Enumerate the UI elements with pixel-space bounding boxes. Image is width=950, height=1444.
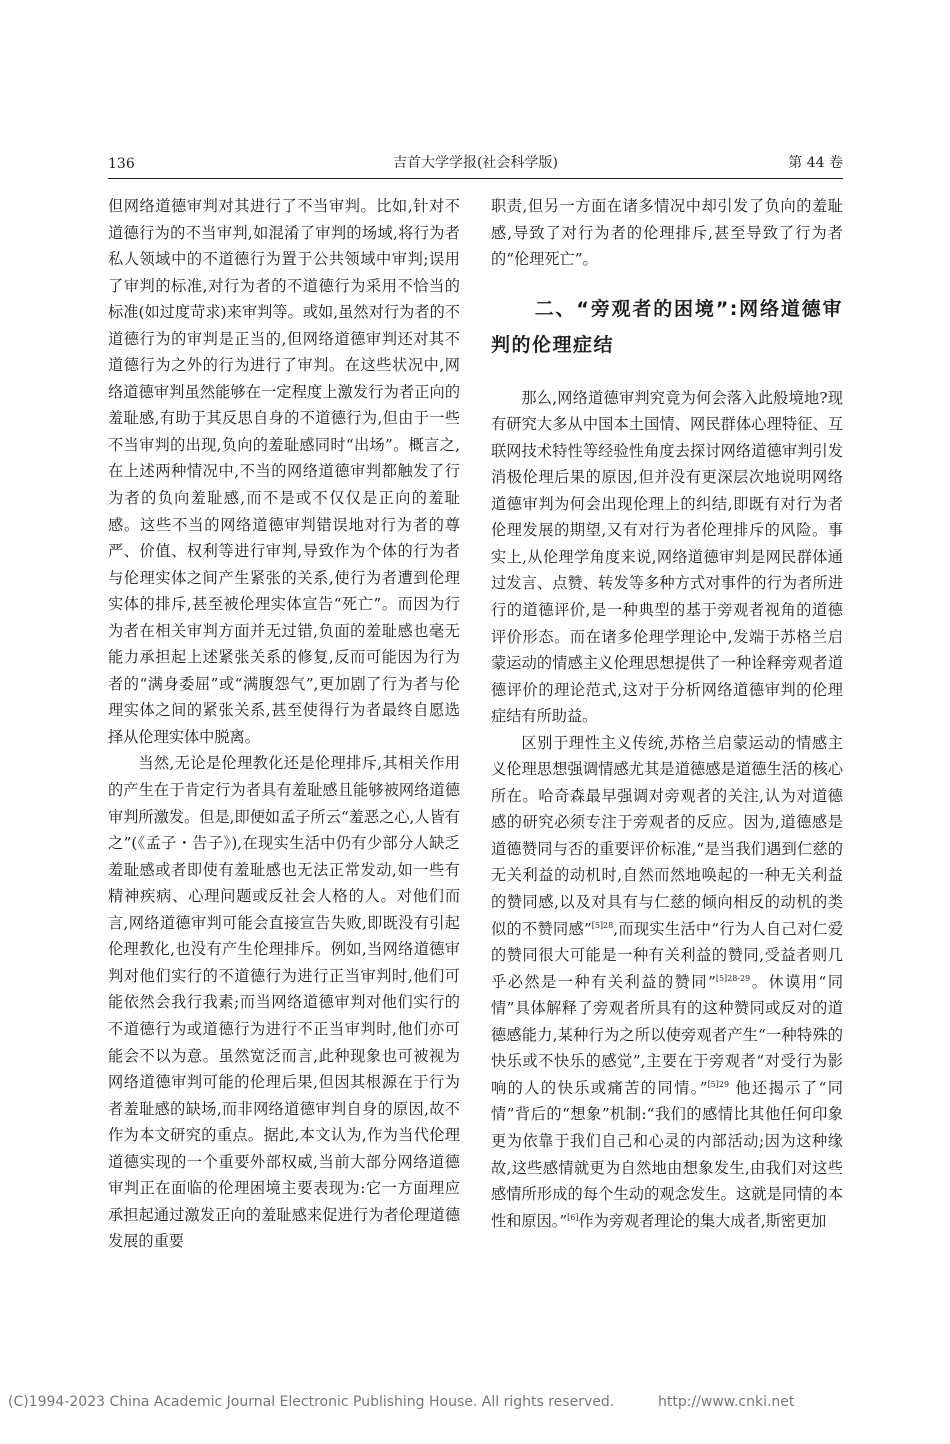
text-run: 。休谟用“同情”具体解释了旁观者所具有的这种赞同或反对的道德感能力,某种行为之所以使旁观者产生“一种特殊的快乐或不快乐的感觉”,主要在于旁观者“对受行为影响的人的快乐或痛苦的同情。” bbox=[491, 972, 844, 1097]
citation: [6] bbox=[567, 1212, 579, 1222]
footer-url: http://www.cnki.net bbox=[658, 1394, 795, 1410]
journal-title: 吉首大学学报(社会科学版) bbox=[393, 155, 558, 171]
citation: [5]28 bbox=[591, 920, 614, 930]
text-run: ,而现实生活中“行为人自己对仁爱的赞同很大可能是一种有关利益的赞同,受益者则几乎必然是一种有关利益的赞同” bbox=[491, 919, 844, 991]
copyright-notice: (C)1994-2023 China Academic Journal Electronic Publishing House. All rights reserved. bbox=[8, 1394, 615, 1410]
text-run: 区别于理性主义传统,苏格兰启蒙运动的情感主义伦理思想强调情感尤其是道德感是道德生活的核心所在。哈奇森最早强调对旁观者的关注,认为对道德感的研究必须专注于旁观者的反应。因为,道德感是道德赞同与否的重要评价标准,“是当我们遇到仁慈的无关利益的动机时,自然而然地唤起的一种无关利益的赞同感,以及对具有与仁慈的倾向相反的动机的类似的不赞同感” bbox=[491, 733, 843, 938]
paragraph: 当然,无论是伦理教化还是伦理排斥,其相关作用的产生在于肯定行为者具有羞耻感且能够被网络道德审判所激发。但是,即便如孟子所云“羞恶之心,人皆有之”(《孟子・告子》),在现实生活中仍有少部分人缺乏羞耻感或者即使有羞耻感也无法正常发动,如一些有精神疾病、心理问题或反社会人格的人。对他们而言,网络道德审判可能会直接宣告失败,即既没有引起伦理教化,也没有产生伦理排斥。例如,当网络道德审判对他们实行的不道德行为进行正当审判时,他们可能依然会我行我素;而当网络道德审判对他们实行的不道德行为或道德行为进行不正当审判时,他们亦可能会不以为意。虽然宽泛而言,此种现象也可被视为网络道德审判可能的伦理后果,但因其根源在于行为者羞耻感的缺场,而非网络道德审判自身的原因,故不作为本文研究的重点。据此,本文认为,作为当代伦理道德实现的一个重要外部权威,当前大部分网络道德审判正在面临的伦理困境主要表现为:它一方面理应承担起通过激发正向的羞耻感来促进行为者伦理道德发展的重要 bbox=[108, 754, 460, 1251]
paragraph: 但网络道德审判对其进行了不当审判。比如,针对不道德行为的不当审判,如混淆了审判的场域,将行为者私人领域中的不道德行为置于公共领域中审判;误用了审判的标准,对行为者的不道德行为采用不恰当的标准(如过度苛求)来审判等。或如,虽然对行为者的不道德行为的审判是正当的,但网络道德审判还对其不道德行为之外的行为进行了审判。在这些状况中,网络道德审判虽然能够在一定程度上激发行为者正向的羞耻感,有助于其反思自身的不道德行为,但由于一些不当审判的出现,负向的羞耻感同时“出场”。概言之,在上述两种情况中,不当的网络道德审判都触发了行为者的负向羞耻感,而不是或不仅仅是正向的羞耻感。这些不当的网络道德审判错误地对行为者的尊严、价值、权利等进行审判,导致作为个体的行为者与伦理实体之间产生紧张的关系,使行为者遭到伦理实体的排斥,甚至被伦理实体宣告“死亡”。而因为行为者在相关审判方面并无过错,负面的羞耻感也毫无能力承担起上述紧张关系的修复,反而可能因为行为者的“满身委屈”或“满腹怨气”,更加剧了行为者与伦理实体之间的紧张关系,甚至使得行为者最终自愿选择从伦理实体中脱离。 bbox=[108, 197, 460, 746]
page-number: 136 bbox=[108, 156, 135, 172]
paragraph bbox=[491, 730, 843, 1234]
citation: [5]29 bbox=[707, 1079, 730, 1089]
paragraph: 那么,网络道德审判究竟为何会落入此般境地?现有研究大多从中国本土国情、网民群体心理特征、互联网技术特性等经验性角度去探讨网络道德审判引发消极伦理后果的原因,但并没有更深层次地说明网络道德审判为何会出现伦理上的纠结,即既有对行为者伦理发展的期望,又有对行为者伦理排斥的风险。事实上,从伦理学角度来说,网络道德审判是网民群体通过发言、点赞、转发等多种方式对事件的行为者所进行的道德评价,是一种典型的基于旁观者视角的道德评价形态。而在诸多伦理学理论中,发端于苏格兰启蒙运动的情感主义伦理思想提供了一种诠释旁观者道德评价的理论范式,这对于分析网络道德审判的伦理症结有所助益。 bbox=[491, 388, 843, 726]
right-column bbox=[491, 193, 843, 1234]
left-column bbox=[108, 193, 460, 1255]
section-heading: 二、“旁观者的困境”:网络道德审判的伦理症结 bbox=[491, 297, 843, 356]
paragraph: 职责,但另一方面在诸多情况中却引发了负向的羞耻感,导致了对行为者的伦理排斥,甚至导致了行为者的“伦理死亡”。 bbox=[491, 197, 843, 269]
text-run: 作为旁观者理论的集大成者,斯密更加 bbox=[578, 1211, 827, 1230]
volume-label: 第 44 卷 bbox=[788, 155, 843, 171]
page-header bbox=[108, 152, 843, 179]
text-run: 他还揭示了“同情”背后的“想象”机制:“我们的感情比其他任何印象更为依靠于我们自己和心灵的内部活动;因为这种缘故,这些感情就更为自然地由想象发生,由我们对这些感情所形成的每个生动的观念发生。这就是同情的本性和原因。” bbox=[491, 1078, 843, 1230]
citation: [5]28-29 bbox=[715, 973, 751, 983]
